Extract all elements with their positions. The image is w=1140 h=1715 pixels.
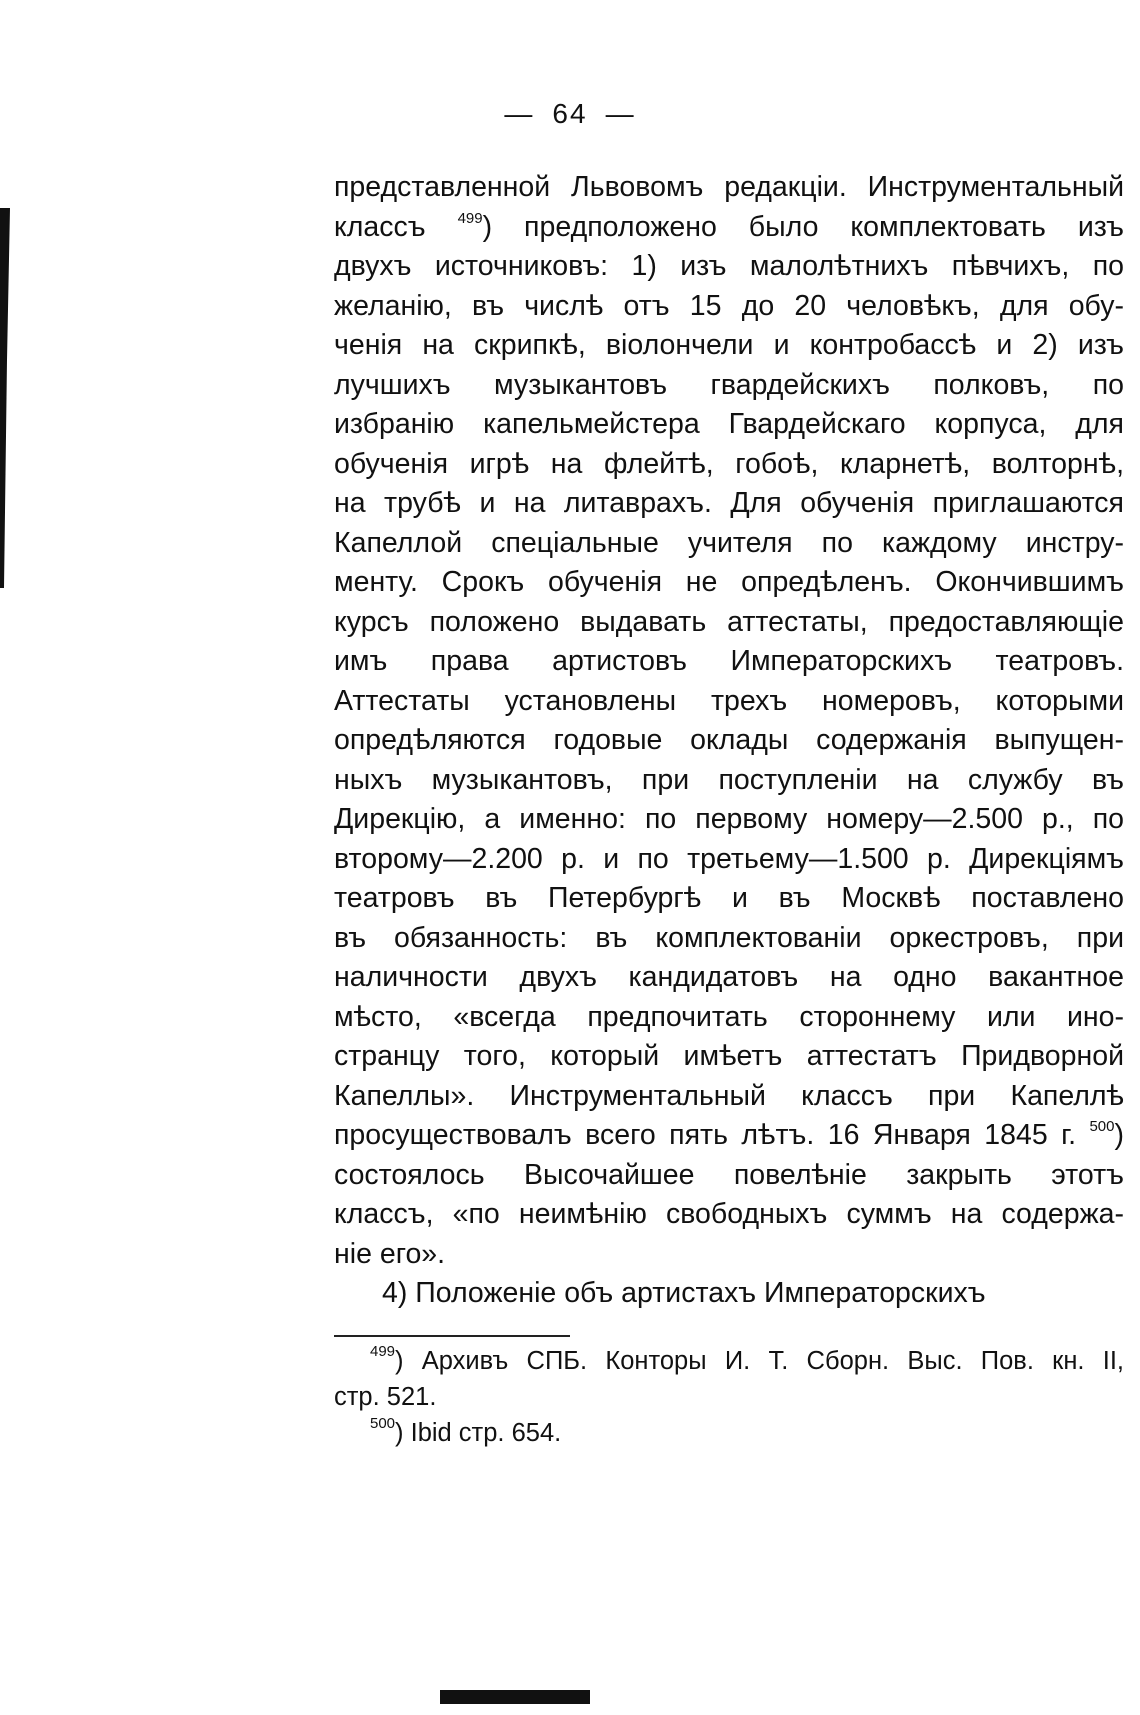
text-line-content: театровъ въ Петербургѣ и въ Москвѣ поставлено (334, 882, 1124, 914)
footnote-text: стр. 521. (334, 1383, 437, 1411)
text-line-content: избранію капельмейстера Гвардейскаго корпуса, для (334, 408, 1124, 440)
text-line-continuation: ) (1114, 1119, 1124, 1151)
text-line (334, 445, 1124, 485)
text-line (334, 1195, 1124, 1235)
text-line (334, 1156, 1124, 1196)
footnote-line (334, 1343, 1124, 1379)
text-line-content: менту. Срокъ обученія не опредѣленъ. Окончившимъ (334, 566, 1124, 598)
text-line-content: наличности двухъ кандидатовъ на одно вакантное (334, 961, 1124, 993)
body-text (334, 168, 1124, 1314)
footnote-line (334, 1415, 1124, 1451)
text-line (334, 405, 1124, 445)
page-number-dash-left: — (504, 98, 535, 129)
text-line-continuation: ) предположено было комплектовать изъ (482, 210, 1124, 243)
text-line (334, 366, 1124, 406)
page-number-dash-right: — (605, 98, 636, 129)
text-line (334, 721, 1124, 761)
text-line-content: двухъ источниковъ: 1) изъ малолѣтнихъ пѣвчихъ, по (334, 250, 1124, 282)
text-line (334, 800, 1124, 840)
text-line-content: ченія на скрипкѣ, віолончели и контробассѣ и 2) изъ (334, 329, 1124, 361)
text-line (334, 326, 1124, 366)
page-number (0, 98, 1140, 130)
footnote-reference: 500 (1089, 1118, 1115, 1135)
text-line (334, 484, 1124, 524)
text-line-content: ніе его». (334, 1237, 446, 1270)
text-line-content: Капеллы». Инструментальный классъ при Капеллѣ (334, 1079, 1124, 1112)
text-line-content: состоялось Высочайшее повелѣніе закрыть этотъ (334, 1158, 1124, 1191)
footnote-line (334, 1379, 1124, 1415)
text-line (334, 208, 1124, 248)
text-line-content: Аттестаты установлены трехъ номеровъ, которыми (334, 684, 1124, 717)
text-line-content: въ обязанность: въ комплектованіи оркестровъ, при (334, 921, 1124, 954)
text-line-content: представленной Львовомъ редакціи. Инструментальный (334, 171, 1124, 203)
text-line (334, 1235, 1124, 1275)
text-line (334, 1077, 1124, 1117)
text-line (334, 287, 1124, 327)
text-line-content: 4) Положеніе объ артистахъ Императорскихъ (382, 1277, 986, 1309)
text-line-content: опредѣляются годовые оклады содержанія выпущен- (334, 724, 1124, 756)
scan-bottom-mark (440, 1690, 590, 1704)
text-line-content: просуществовалъ всего пять лѣтъ. 16 Января 1845 г. (334, 1119, 1090, 1151)
text-line-content: желанію, въ числѣ отъ 15 до 20 человѣкъ, для обу- (334, 289, 1124, 322)
text-line-content: курсъ положено выдавать аттестаты, предоставляющіе (334, 605, 1124, 638)
scan-margin-mark (0, 208, 10, 588)
footnote-text: ) Архивъ СПБ. Конторы И. Т. Сборн. Выс. Пов. кн. II, (395, 1347, 1124, 1375)
text-line (334, 919, 1124, 959)
text-line-content: классъ, «по неимѣнію свободныхъ суммъ на содержа- (334, 1198, 1124, 1230)
text-line (334, 247, 1124, 287)
text-line-content: классъ (334, 210, 458, 243)
text-line-content: имъ права артистовъ Императорскихъ театровъ. (334, 645, 1124, 677)
text-line (334, 563, 1124, 603)
footnote-separator (334, 1335, 570, 1337)
text-line (334, 524, 1124, 564)
text-line (334, 840, 1124, 880)
text-line (334, 1116, 1124, 1156)
footnotes (334, 1343, 1124, 1451)
text-line (334, 168, 1124, 208)
text-line (334, 1037, 1124, 1077)
page-number-value: 64 (552, 98, 588, 129)
footnote-number: 499 (370, 1343, 396, 1360)
text-line-content: Дирекцію, а именно: по первому номеру—2.500 р., по (334, 803, 1124, 835)
text-line (334, 879, 1124, 919)
text-line (334, 998, 1124, 1038)
text-line (334, 761, 1124, 801)
text-line (334, 603, 1124, 643)
text-line-content: обученія игрѣ на флейтѣ, гобоѣ, кларнетѣ, волторнѣ, (334, 447, 1124, 480)
text-line (334, 1274, 1124, 1314)
text-line-content: ныхъ музыкантовъ, при поступленіи на службу въ (334, 763, 1124, 796)
text-line-content: второму—2.200 р. и по третьему—1.500 р. Дирекціямъ (334, 842, 1124, 875)
text-line-content: лучшихъ музыкантовъ гвардейскихъ полковъ, по (334, 368, 1124, 401)
text-line (334, 642, 1124, 682)
text-line-content: Капеллой спеціальные учителя по каждому инстру- (334, 526, 1124, 559)
text-line (334, 682, 1124, 722)
footnote-reference: 499 (457, 209, 483, 227)
footnote-text: ) Ibid стр. 654. (395, 1419, 562, 1447)
text-line-content: на трубѣ и на литаврахъ. Для обученія приглашаются (334, 487, 1124, 519)
text-line-content: мѣсто, «всегда предпочитать стороннему или ино- (334, 1000, 1124, 1033)
text-line (334, 958, 1124, 998)
footnote-number: 500 (370, 1415, 396, 1432)
text-line-content: странцу того, который имѣетъ аттестатъ Придворной (334, 1040, 1124, 1072)
